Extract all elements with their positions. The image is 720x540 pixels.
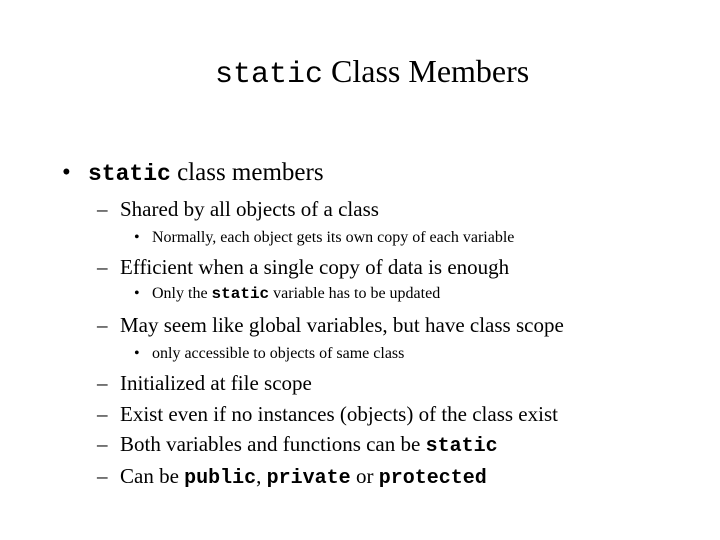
dash-icon: –: [97, 255, 108, 279]
dash-icon: –: [97, 402, 108, 426]
subitem-efficient-code: static: [211, 285, 270, 303]
item-exist-text: Exist even if no instances (objects) of the class exist: [120, 402, 558, 426]
dash-icon: –: [97, 197, 108, 221]
item-both-code: static: [425, 435, 498, 458]
dash-icon: –: [97, 313, 108, 337]
dash-icon: –: [97, 371, 108, 395]
item-shared-text: Shared by all objects of a class: [120, 197, 379, 221]
item-can-sep1: ,: [256, 464, 267, 488]
bullet-main-text: class members: [170, 159, 324, 186]
subitem-shared-text: Normally, each object gets its own copy of each variable: [152, 229, 515, 246]
title-code: static: [215, 58, 324, 92]
bullet-main-code: static: [88, 161, 171, 187]
item-can-protected: protected: [378, 467, 487, 490]
subitem-global-text: only accessible to objects of same class: [152, 345, 405, 362]
title-text: Class Members: [323, 53, 530, 89]
bullet-icon: •: [134, 229, 140, 246]
item-can-private: private: [266, 467, 351, 490]
dash-icon: –: [97, 464, 108, 488]
item-can-public: public: [184, 467, 257, 490]
dash-icon: –: [97, 432, 108, 456]
item-can-sep2: or: [350, 464, 379, 488]
bullet-icon: •: [62, 159, 71, 186]
item-both-pre: Both variables and functions can be: [120, 432, 426, 456]
item-efficient-text: Efficient when a single copy of data is enough: [120, 255, 510, 279]
item-can-pre: Can be: [120, 464, 185, 488]
item-initialized-text: Initialized at file scope: [120, 371, 312, 395]
subitem-efficient-pre: Only the: [152, 285, 212, 302]
slide-title: [215, 55, 529, 90]
bullet-icon: •: [134, 285, 140, 302]
bullet-icon: •: [134, 345, 140, 362]
subitem-efficient-post: variable has to be updated: [269, 285, 441, 302]
item-global-text: May seem like global variables, but have class scope: [120, 313, 564, 337]
